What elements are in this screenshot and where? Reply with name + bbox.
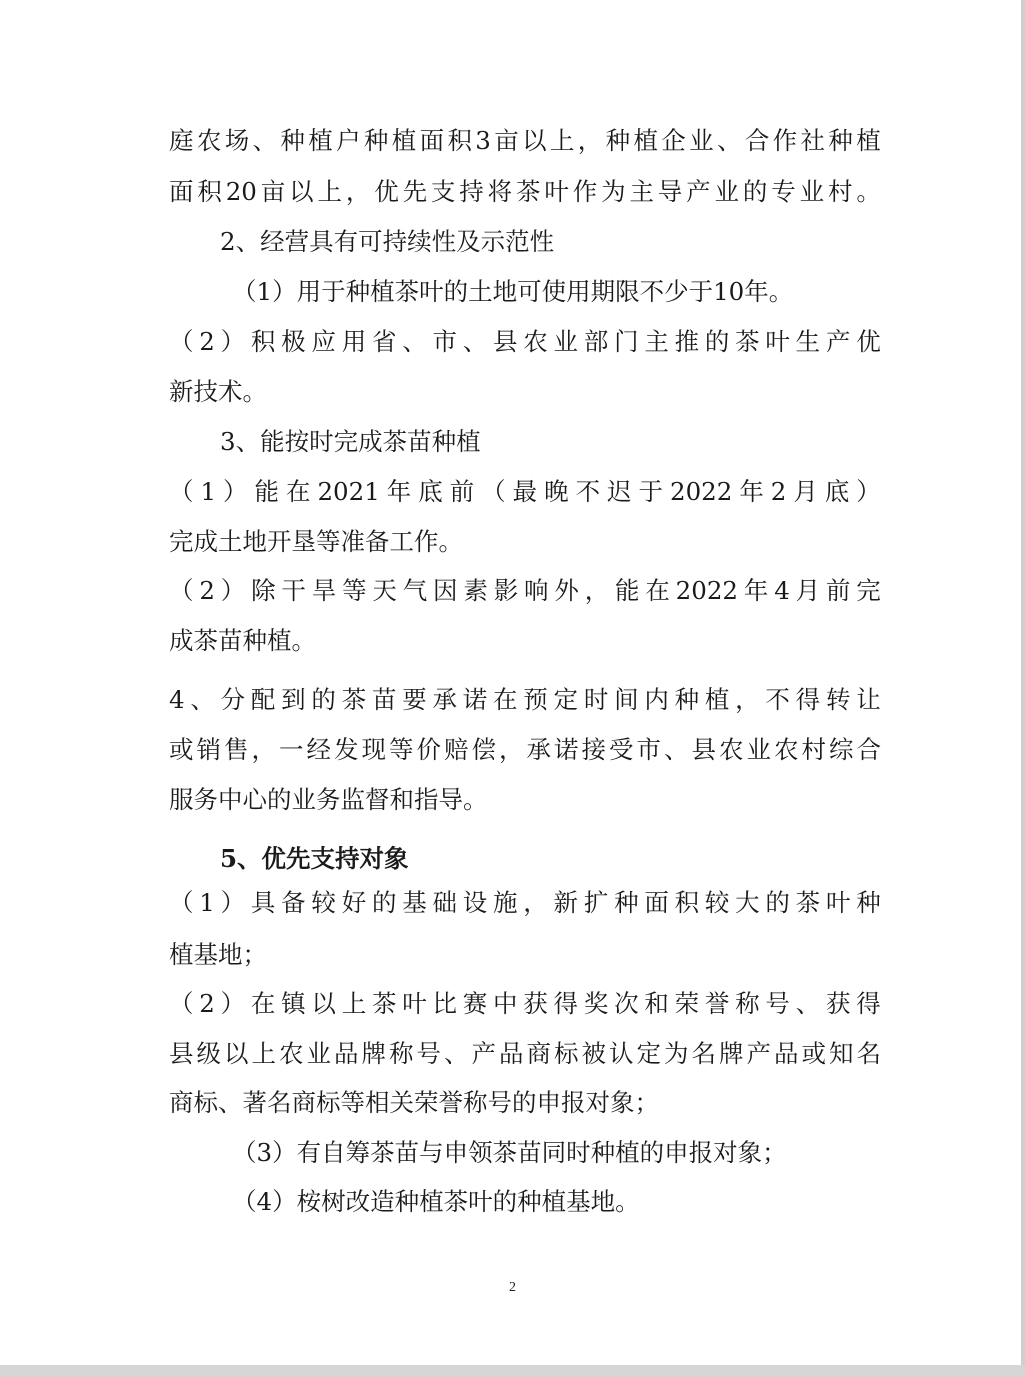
paragraph-line: 商标、著名商标等相关荣誉称号的申报对象； [169,1088,659,1117]
paragraph-line: 庭 农 场 、 种 植 户 种 植 面 积 3 亩 以 上 ， 种 植 企 业 、 合 作 社 种 植 [169,126,881,155]
paragraph-line: 新技术。 [169,377,267,406]
page-number: 2 [509,1280,516,1295]
paragraph-line: 成茶苗种植。 [169,626,316,655]
paragraph-line: （1）用于种植茶叶的土地可使用期限不少于10年。 [232,277,794,306]
paragraph-line: 或 销 售 ， 一 经 发 现 等 价 赔 偿 ， 承 诺 接 受 市 、 县 农 业 农 村 综 合 [169,735,881,764]
paragraph-line: （ 2 ） 积 极 应 用 省 、 市 、 县 农 业 部 门 主 推 的 茶 叶 生 产 优 [169,327,881,356]
paragraph-line: （4）桉树改造种植茶叶的种植基地。 [232,1187,640,1216]
scan-edge-bottom [0,1365,1025,1377]
paragraph-line: （ 2 ） 在 镇 以 上 茶 叶 比 赛 中 获 得 奖 次 和 荣 誉 称 号 、 获 得 [169,989,881,1018]
paragraph-line: 县 级 以 上 农 业 品 牌 称 号 、 产 品 商 标 被 认 定 为 名 牌 产 品 或 知 名 [169,1039,881,1068]
paragraph-line: 植基地； [169,940,267,969]
section-heading-2: 2、经营具有可持续性及示范性 [220,227,555,256]
paragraph-line: （ 1 ） 具 备 较 好 的 基 础 设 施 ， 新 扩 种 面 积 较 大 的 茶 叶 种 [169,888,881,917]
section-heading-5: 5、优先支持对象 [220,844,409,873]
paragraph-line: （ 1 ） 能 在 2021 年 底 前 （ 最 晚 不 迟 于 2022 年 2 月 底 ） [169,477,881,506]
paragraph-line: （3）有自筹茶苗与申领茶苗同时种植的申报对象； [232,1138,787,1167]
paragraph-line: （ 2 ） 除 干 旱 等 天 气 因 素 影 响 外 ， 能 在 2022 年 4 月 前 完 [169,576,881,605]
paragraph-line: 面 积 20 亩 以 上 ， 优 先 支 持 将 茶 叶 作 为 主 导 产 业 的 专 业 村 。 [169,177,881,206]
scan-edge-right [1021,0,1025,1377]
paragraph-line: 4 、 分 配 到 的 茶 苗 要 承 诺 在 预 定 时 间 内 种 植 ， 不 得 转 让 [169,685,881,714]
section-heading-3: 3、能按时完成茶苗种植 [220,427,481,456]
paragraph-line: 服务中心的业务监督和指导。 [169,785,488,814]
paragraph-line: 完成土地开垦等准备工作。 [169,527,463,556]
